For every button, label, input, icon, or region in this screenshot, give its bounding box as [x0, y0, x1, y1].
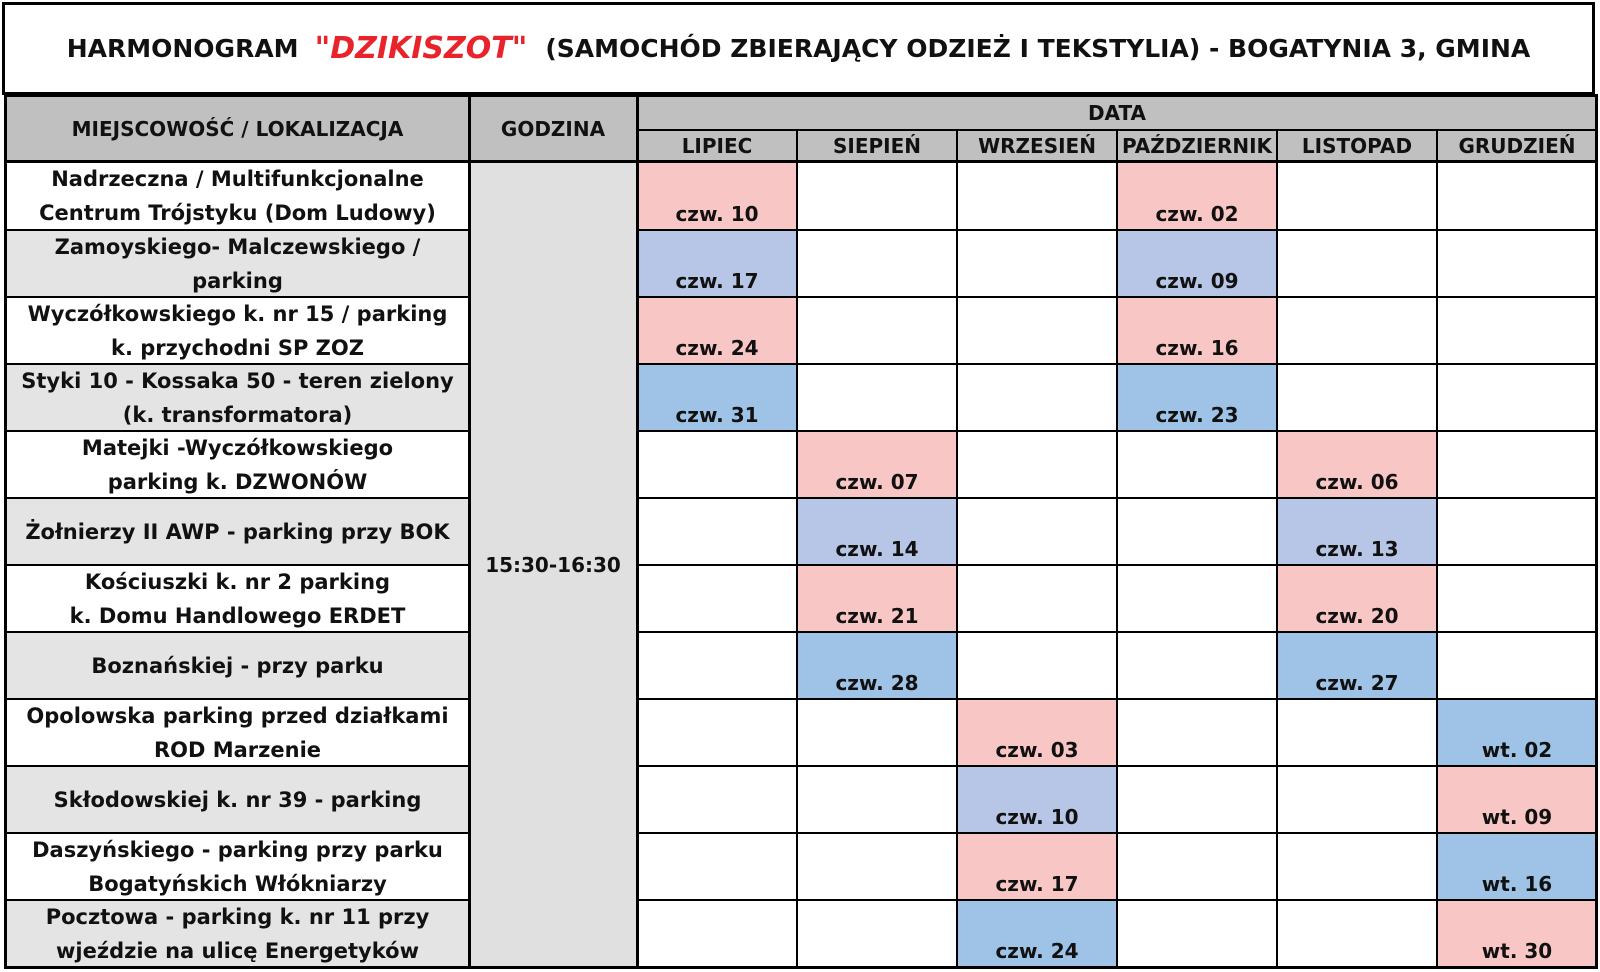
date-cell [1437, 498, 1597, 565]
date-cell: czw. 17 [637, 230, 797, 297]
date-cell: czw. 24 [957, 900, 1117, 967]
header-month-1: LIPIEC [637, 130, 797, 162]
grid-line [6, 832, 469, 834]
header-month-5: LISTOPAD [1277, 130, 1437, 162]
date-cell: czw. 21 [797, 565, 957, 632]
grid-line [6, 765, 469, 767]
location-cell: Matejki -Wyczółkowskiego parking k. DZWONÓW [6, 431, 469, 498]
date-cell: czw. 10 [957, 766, 1117, 833]
date-cell [957, 498, 1117, 565]
date-cell: wt. 02 [1437, 699, 1597, 766]
date-cell [637, 699, 797, 766]
location-cell: Kościuszki k. nr 2 parking k. Domu Handlowego ERDET [6, 565, 469, 632]
date-cell [1277, 230, 1437, 297]
grid-line [636, 94, 639, 969]
title-prefix: HARMONOGRAM [66, 34, 299, 63]
header-hour: GODZINA [469, 96, 637, 162]
date-cell: czw. 20 [1277, 565, 1437, 632]
hour-range-cell: 15:30-16:30 [469, 162, 637, 967]
date-cell: czw. 31 [637, 364, 797, 431]
grid-line [6, 631, 469, 633]
date-cell: czw. 03 [957, 699, 1117, 766]
date-cell: czw. 27 [1277, 632, 1437, 699]
date-cell [957, 431, 1117, 498]
date-cell [797, 766, 957, 833]
date-cell [1117, 699, 1277, 766]
grid-line [6, 296, 469, 298]
date-cell [1277, 364, 1437, 431]
page-title [2, 2, 1595, 95]
date-cell [1117, 565, 1277, 632]
date-cell [1117, 498, 1277, 565]
header-month-2: SIEPIEŃ [797, 130, 957, 162]
date-cell: czw. 28 [797, 632, 957, 699]
location-cell: Wyczółkowskiego k. nr 15 / parking k. przychodni SP ZOZ [6, 297, 469, 364]
date-cell [957, 565, 1117, 632]
date-cell [1277, 699, 1437, 766]
date-cell: czw. 16 [1117, 297, 1277, 364]
grid-line [6, 564, 469, 566]
grid-line [1436, 130, 1438, 969]
date-cell [1117, 632, 1277, 699]
date-cell [957, 632, 1117, 699]
date-cell [957, 364, 1117, 431]
date-cell [1437, 565, 1597, 632]
header-date: DATA [637, 96, 1597, 130]
date-cell [637, 498, 797, 565]
title-suffix: (SAMOCHÓD ZBIERAJĄCY ODZIEŻ I TEKSTYLIA) - BOGATYNIA 3, GMINA [545, 34, 1531, 63]
date-cell [1437, 431, 1597, 498]
date-cell: czw. 07 [797, 431, 957, 498]
location-cell: Pocztowa - parking k. nr 11 przy wjeździe na ulicę Energetyków [6, 900, 469, 967]
location-cell: Styki 10 - Kossaka 50 - teren zielony (k. transformatora) [6, 364, 469, 431]
date-cell [1277, 297, 1437, 364]
date-cell [1277, 833, 1437, 900]
date-cell [1277, 766, 1437, 833]
grid-line [796, 130, 798, 969]
header-month-4: PAŹDZIERNIK [1117, 130, 1277, 162]
header-month-6: GRUDZIEŃ [1437, 130, 1597, 162]
grid-line [1276, 130, 1278, 969]
date-cell [637, 565, 797, 632]
date-cell [637, 766, 797, 833]
date-cell [1277, 162, 1437, 230]
grid-line [1116, 130, 1118, 969]
date-cell: czw. 09 [1117, 230, 1277, 297]
date-cell: czw. 10 [637, 162, 797, 230]
grid-line [6, 899, 469, 901]
grid-line [1595, 94, 1598, 969]
grid-line [469, 966, 637, 969]
date-cell: czw. 13 [1277, 498, 1437, 565]
date-cell [797, 162, 957, 230]
date-cell [1117, 833, 1277, 900]
date-cell: czw. 17 [957, 833, 1117, 900]
date-cell [797, 230, 957, 297]
date-cell [1117, 900, 1277, 967]
grid-line [6, 698, 469, 700]
grid-line [6, 966, 469, 969]
date-cell [957, 230, 1117, 297]
date-cell [1437, 632, 1597, 699]
date-cell [637, 632, 797, 699]
location-cell: Żołnierzy II AWP - parking przy BOK [6, 498, 469, 565]
grid-line [6, 160, 1597, 163]
date-cell [637, 900, 797, 967]
date-cell: wt. 30 [1437, 900, 1597, 967]
date-cell [637, 431, 797, 498]
date-cell: czw. 24 [637, 297, 797, 364]
date-cell: czw. 02 [1117, 162, 1277, 230]
header-month-3: WRZESIEŃ [957, 130, 1117, 162]
header-location: MIEJSCOWOŚĆ / LOKALIZACJA [6, 96, 469, 162]
date-cell [1437, 364, 1597, 431]
grid-line [6, 363, 469, 365]
date-cell [797, 699, 957, 766]
date-cell: wt. 16 [1437, 833, 1597, 900]
date-cell [797, 364, 957, 431]
grid-line [4, 94, 7, 969]
date-cell: czw. 14 [797, 498, 957, 565]
location-cell: Nadrzeczna / Multifunkcjonalne Centrum Trójstyku (Dom Ludowy) [6, 162, 469, 230]
date-cell [1437, 162, 1597, 230]
date-cell: czw. 23 [1117, 364, 1277, 431]
date-cell [1437, 297, 1597, 364]
date-cell [1117, 431, 1277, 498]
grid-line [468, 94, 471, 969]
title-accent: "DZIKISZOT" [314, 31, 528, 66]
grid-line [6, 497, 469, 499]
location-cell: Boznańskiej - przy parku [6, 632, 469, 699]
date-cell [1117, 766, 1277, 833]
date-cell [797, 900, 957, 967]
date-cell: wt. 09 [1437, 766, 1597, 833]
date-cell [957, 297, 1117, 364]
date-cell [1277, 900, 1437, 967]
date-cell: czw. 06 [1277, 431, 1437, 498]
grid-line [956, 130, 958, 969]
grid-line [6, 94, 1597, 97]
date-cell [797, 833, 957, 900]
grid-line [6, 430, 469, 432]
location-cell: Daszyńskiego - parking przy parku Bogatyńskich Włókniarzy [6, 833, 469, 900]
date-cell [957, 162, 1117, 230]
date-cell [797, 297, 957, 364]
grid-line [6, 229, 469, 231]
location-cell: Zamoyskiego- Malczewskiego / parking [6, 230, 469, 297]
date-cell [1437, 230, 1597, 297]
location-cell: Opolowska parking przed działkami ROD Marzenie [6, 699, 469, 766]
location-cell: Skłodowskiej k. nr 39 - parking [6, 766, 469, 833]
date-cell [637, 833, 797, 900]
